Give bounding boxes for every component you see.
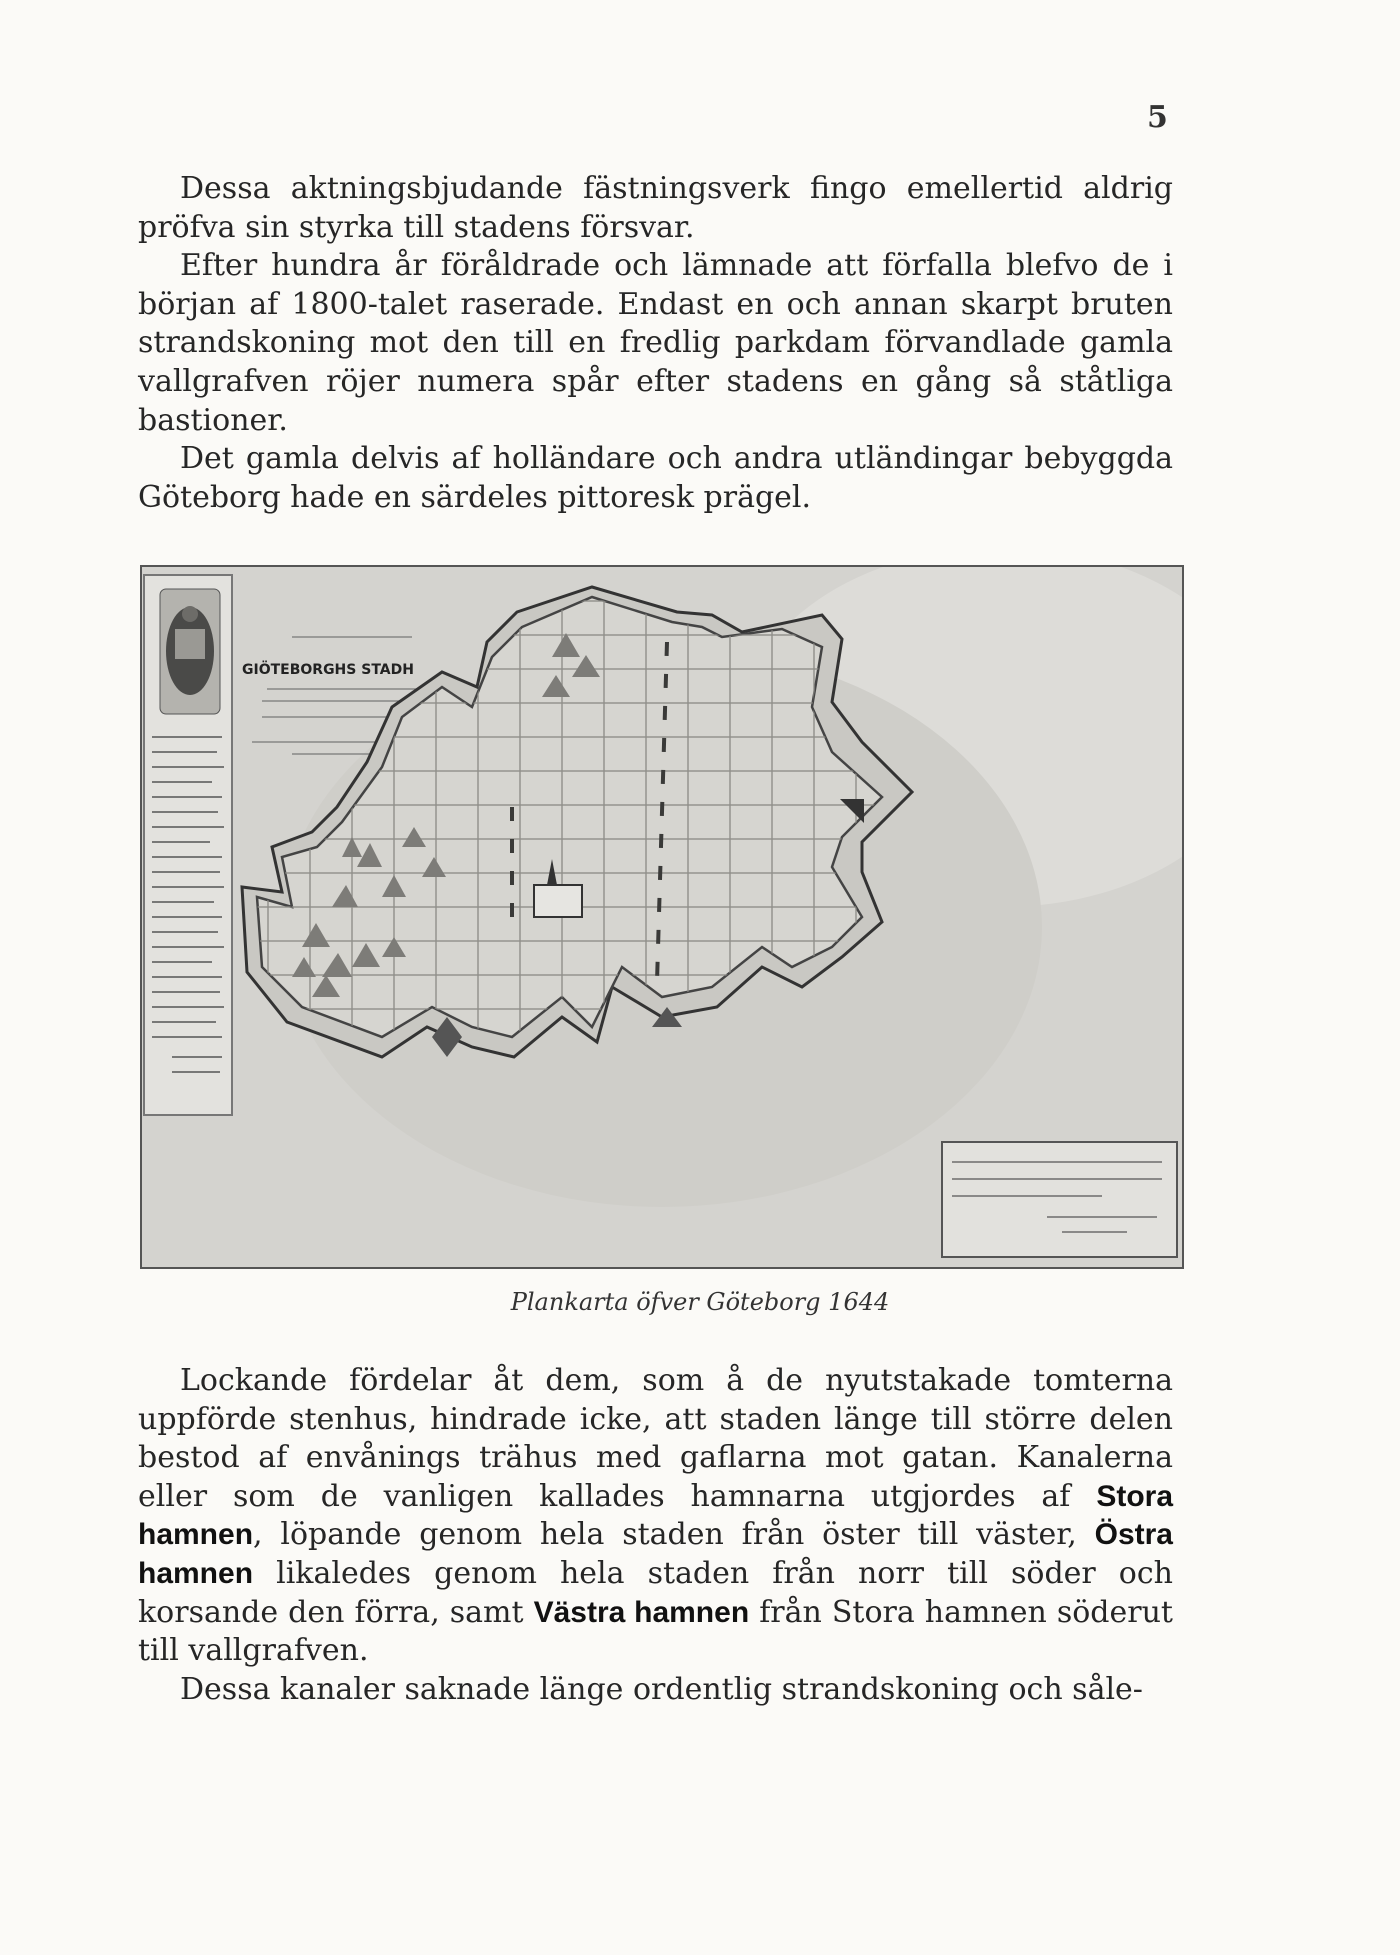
paragraph: Dessa kanaler saknade länge ordentlig strandskoning och såle- [180,1671,1143,1707]
canal-name: Östra hamnen [138,1518,1173,1590]
paragraph: Det gamla delvis af holländare och andra utländingar bebyggda Göteborg hade en särdeles pittoresk prägel. [138,441,1173,515]
map-title: GIÖTEBORGHS STADH [242,662,414,678]
paragraph-text: , löpande genom hela staden från öster till väster, [253,1517,1077,1553]
map-drawing [142,567,1182,1267]
paragraph: Dessa aktningsbjudande fästningsverk fingo emellertid aldrig pröfva sin styrka till stadens försvar. [138,171,1173,245]
map-note-box [942,1142,1177,1257]
map-figure [140,565,1184,1269]
top-text-block [138,170,1173,517]
paragraph-text: Lockande fördelar åt dem, som å de nyutstakade tomterna uppförde stenhus, hindrade icke, att staden länge till större delen bestod af envånings trähus med gaflarna mot gatan. Kanalerna eller som de vanligen kallades hamnarna utgjordes af [138,1363,1173,1514]
canal-name: Stora hamnen [138,1479,1173,1552]
coat-of-arms-icon [160,589,220,714]
paragraph-text: likaledes genom hela staden från norr till söder och korsande den förra, samt [138,1555,1173,1630]
canal-name: Västra hamnen [533,1595,750,1629]
bottom-text-block [138,1362,1173,1709]
paragraph-text: från Stora hamnen söderut till vallgrafven. [138,1594,1173,1669]
paragraph [138,1362,1173,1671]
figure-caption: Plankarta öfver Göteborg 1644 [510,1288,890,1316]
paragraph: Efter hundra år föråldrade och lämnade att förfalla blefvo de i början af 1800-talet raserade. Endast en och annan skarpt bruten strandskoning mot den till en fredlig parkdam förvandlade gamla vallgrafven röjer numera spår efter stadens en gång så ståtliga bastioner. [138,248,1173,438]
page-number: 5 [1147,100,1168,135]
